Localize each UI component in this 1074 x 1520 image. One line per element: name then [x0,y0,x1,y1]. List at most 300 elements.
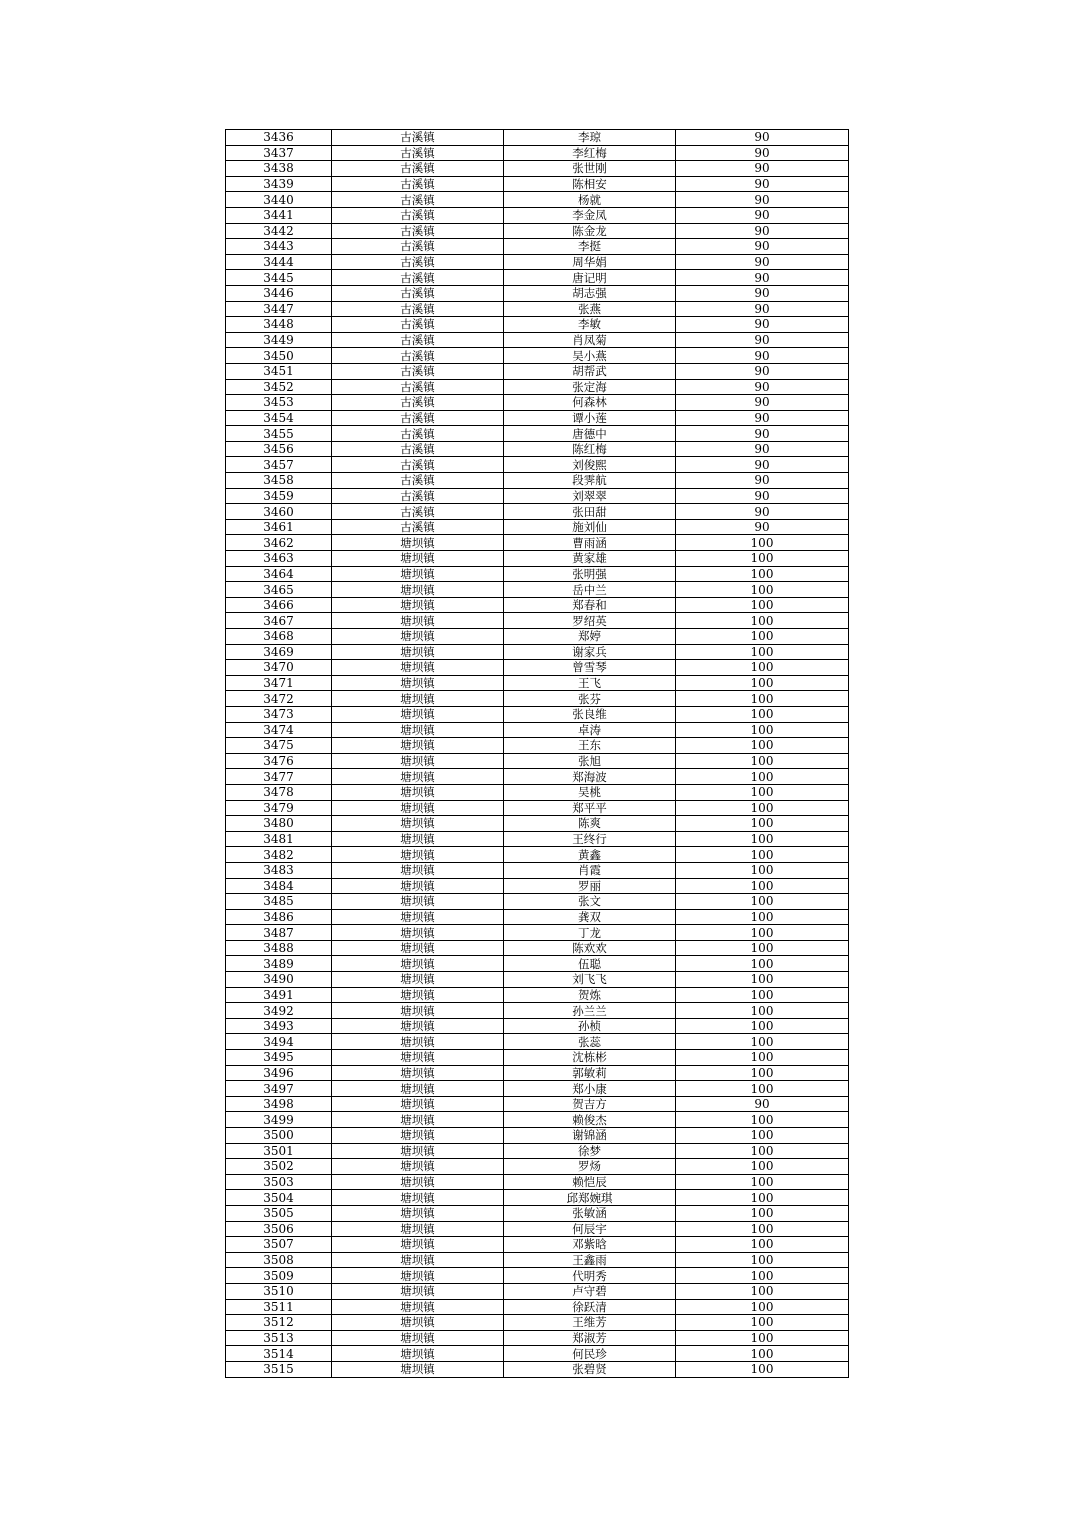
table-row [226,987,849,1003]
row-number-cell: 3449 [226,332,332,348]
row-number-cell: 3465 [226,582,332,598]
table-row [226,816,849,832]
row-number-cell: 3454 [226,410,332,426]
table-row [226,145,849,161]
amount-cell: 100 [676,738,849,754]
amount-cell: 100 [676,1034,849,1050]
town-cell: 古溪镇 [332,161,504,177]
row-number-cell: 3484 [226,878,332,894]
name-cell: 张良维 [504,706,676,722]
amount-cell: 100 [676,660,849,676]
row-number-cell: 3450 [226,348,332,364]
table-row [226,176,849,192]
name-cell: 罗炀 [504,1159,676,1175]
table-row [226,1315,849,1331]
town-cell: 塘坝镇 [332,1018,504,1034]
amount-cell: 100 [676,613,849,629]
town-cell: 古溪镇 [332,223,504,239]
row-number-cell: 3446 [226,285,332,301]
row-number-cell: 3467 [226,613,332,629]
row-number-cell: 3459 [226,488,332,504]
amount-cell: 100 [676,1050,849,1066]
row-number-cell: 3464 [226,566,332,582]
amount-cell: 100 [676,878,849,894]
town-cell: 塘坝镇 [332,972,504,988]
amount-cell: 90 [676,426,849,442]
name-cell: 李挺 [504,239,676,255]
row-number-cell: 3504 [226,1190,332,1206]
name-cell: 王飞 [504,675,676,691]
town-cell: 塘坝镇 [332,987,504,1003]
table-row [226,878,849,894]
row-number-cell: 3441 [226,207,332,223]
amount-cell: 90 [676,270,849,286]
town-cell: 塘坝镇 [332,1221,504,1237]
row-number-cell: 3514 [226,1346,332,1362]
amount-cell: 90 [676,161,849,177]
row-number-cell: 3502 [226,1159,332,1175]
town-cell: 古溪镇 [332,395,504,411]
name-cell: 伍聪 [504,956,676,972]
amount-cell: 100 [676,535,849,551]
name-cell: 胡帮武 [504,363,676,379]
amount-cell: 100 [676,956,849,972]
table-row [226,504,849,520]
town-cell: 塘坝镇 [332,862,504,878]
town-cell: 古溪镇 [332,426,504,442]
table-row [226,738,849,754]
table-row [226,410,849,426]
town-cell: 塘坝镇 [332,1128,504,1144]
amount-cell: 90 [676,504,849,520]
name-cell: 邱郑婉琪 [504,1190,676,1206]
amount-cell: 90 [676,207,849,223]
amount-cell: 90 [676,223,849,239]
town-cell: 古溪镇 [332,192,504,208]
row-number-cell: 3463 [226,551,332,567]
table-row [226,270,849,286]
name-cell: 张定海 [504,379,676,395]
table-row [226,847,849,863]
row-number-cell: 3498 [226,1096,332,1112]
town-cell: 塘坝镇 [332,1143,504,1159]
town-cell: 古溪镇 [332,332,504,348]
name-cell: 何辰宇 [504,1221,676,1237]
amount-cell: 100 [676,1081,849,1097]
amount-cell: 100 [676,847,849,863]
name-cell: 唐德中 [504,426,676,442]
table-row [226,1050,849,1066]
amount-cell: 100 [676,1003,849,1019]
table-row [226,301,849,317]
row-number-cell: 3457 [226,457,332,473]
name-cell: 谭小莲 [504,410,676,426]
table-row [226,535,849,551]
amount-cell: 100 [676,784,849,800]
row-number-cell: 3437 [226,145,332,161]
name-cell: 王终行 [504,831,676,847]
town-cell: 塘坝镇 [332,1299,504,1315]
amount-cell: 100 [676,831,849,847]
table-row [226,1346,849,1362]
town-cell: 塘坝镇 [332,1174,504,1190]
row-number-cell: 3512 [226,1315,332,1331]
name-cell: 郭敏莉 [504,1065,676,1081]
amount-cell: 90 [676,317,849,333]
name-cell: 吴小燕 [504,348,676,364]
table-row [226,831,849,847]
table-row [226,285,849,301]
name-cell: 施刘仙 [504,519,676,535]
amount-cell: 90 [676,239,849,255]
name-cell: 代明秀 [504,1268,676,1284]
town-cell: 古溪镇 [332,239,504,255]
town-cell: 塘坝镇 [332,1361,504,1377]
amount-cell: 100 [676,1065,849,1081]
row-number-cell: 3472 [226,691,332,707]
name-cell: 郑春和 [504,597,676,613]
name-cell: 张蕊 [504,1034,676,1050]
amount-cell: 100 [676,675,849,691]
row-number-cell: 3474 [226,722,332,738]
row-number-cell: 3444 [226,254,332,270]
row-number-cell: 3443 [226,239,332,255]
town-cell: 塘坝镇 [332,1112,504,1128]
amount-cell: 90 [676,285,849,301]
town-cell: 塘坝镇 [332,831,504,847]
town-cell: 塘坝镇 [332,1034,504,1050]
town-cell: 塘坝镇 [332,1237,504,1253]
amount-cell: 100 [676,1190,849,1206]
name-cell: 贺吉方 [504,1096,676,1112]
amount-cell: 100 [676,582,849,598]
table-row [226,940,849,956]
table-row [226,130,849,146]
row-number-cell: 3483 [226,862,332,878]
town-cell: 古溪镇 [332,317,504,333]
table-row [226,753,849,769]
name-cell: 罗绍英 [504,613,676,629]
town-cell: 塘坝镇 [332,613,504,629]
amount-cell: 100 [676,925,849,941]
roster-table [225,129,849,1378]
table-row [226,1283,849,1299]
row-number-cell: 3469 [226,644,332,660]
name-cell: 罗丽 [504,878,676,894]
name-cell: 张明强 [504,566,676,582]
town-cell: 塘坝镇 [332,660,504,676]
table-row [226,1299,849,1315]
amount-cell: 100 [676,769,849,785]
name-cell: 郑婷 [504,629,676,645]
row-number-cell: 3470 [226,660,332,676]
amount-cell: 90 [676,130,849,146]
table-row [226,566,849,582]
amount-cell: 90 [676,1096,849,1112]
amount-cell: 90 [676,332,849,348]
row-number-cell: 3451 [226,363,332,379]
row-number-cell: 3477 [226,769,332,785]
amount-cell: 100 [676,691,849,707]
town-cell: 古溪镇 [332,363,504,379]
name-cell: 李琼 [504,130,676,146]
town-cell: 古溪镇 [332,457,504,473]
town-cell: 塘坝镇 [332,800,504,816]
amount-cell: 90 [676,441,849,457]
row-number-cell: 3481 [226,831,332,847]
amount-cell: 100 [676,722,849,738]
row-number-cell: 3455 [226,426,332,442]
name-cell: 何民珍 [504,1346,676,1362]
name-cell: 孙兰兰 [504,1003,676,1019]
name-cell: 陈欢欢 [504,940,676,956]
town-cell: 塘坝镇 [332,847,504,863]
table-row [226,1034,849,1050]
row-number-cell: 3515 [226,1361,332,1377]
town-cell: 古溪镇 [332,145,504,161]
row-number-cell: 3501 [226,1143,332,1159]
town-cell: 塘坝镇 [332,816,504,832]
row-number-cell: 3486 [226,909,332,925]
name-cell: 陈红梅 [504,441,676,457]
town-cell: 塘坝镇 [332,784,504,800]
table-row [226,1065,849,1081]
name-cell: 张敏涵 [504,1205,676,1221]
town-cell: 古溪镇 [332,176,504,192]
name-cell: 刘翠翠 [504,488,676,504]
table-row [226,192,849,208]
name-cell: 卓涛 [504,722,676,738]
town-cell: 塘坝镇 [332,753,504,769]
row-number-cell: 3495 [226,1050,332,1066]
table-row [226,597,849,613]
town-cell: 塘坝镇 [332,769,504,785]
name-cell: 李红梅 [504,145,676,161]
amount-cell: 100 [676,816,849,832]
row-number-cell: 3490 [226,972,332,988]
amount-cell: 100 [676,753,849,769]
town-cell: 古溪镇 [332,410,504,426]
name-cell: 张碧贤 [504,1361,676,1377]
town-cell: 塘坝镇 [332,535,504,551]
town-cell: 古溪镇 [332,441,504,457]
name-cell: 张芬 [504,691,676,707]
table-row [226,925,849,941]
amount-cell: 90 [676,301,849,317]
row-number-cell: 3491 [226,987,332,1003]
table-row [226,1221,849,1237]
town-cell: 塘坝镇 [332,1096,504,1112]
town-cell: 塘坝镇 [332,1190,504,1206]
name-cell: 胡志强 [504,285,676,301]
row-number-cell: 3494 [226,1034,332,1050]
amount-cell: 100 [676,1361,849,1377]
row-number-cell: 3482 [226,847,332,863]
amount-cell: 100 [676,1205,849,1221]
name-cell: 周华娟 [504,254,676,270]
table-row [226,769,849,785]
amount-cell: 90 [676,192,849,208]
amount-cell: 100 [676,894,849,910]
name-cell: 谢家兵 [504,644,676,660]
name-cell: 黄家雄 [504,551,676,567]
row-number-cell: 3460 [226,504,332,520]
town-cell: 塘坝镇 [332,894,504,910]
table-row [226,894,849,910]
name-cell: 张文 [504,894,676,910]
name-cell: 丁龙 [504,925,676,941]
table-row [226,862,849,878]
table-row [226,675,849,691]
name-cell: 王鑫雨 [504,1252,676,1268]
amount-cell: 90 [676,488,849,504]
town-cell: 塘坝镇 [332,1050,504,1066]
table-row [226,317,849,333]
row-number-cell: 3513 [226,1330,332,1346]
table-row [226,613,849,629]
table-row [226,1003,849,1019]
row-number-cell: 3503 [226,1174,332,1190]
table-row [226,1268,849,1284]
amount-cell: 90 [676,145,849,161]
town-cell: 塘坝镇 [332,1346,504,1362]
amount-cell: 100 [676,1159,849,1175]
town-cell: 塘坝镇 [332,644,504,660]
table-row [226,332,849,348]
town-cell: 古溪镇 [332,207,504,223]
town-cell: 古溪镇 [332,348,504,364]
town-cell: 塘坝镇 [332,956,504,972]
town-cell: 塘坝镇 [332,1268,504,1284]
table-row [226,488,849,504]
town-cell: 塘坝镇 [332,940,504,956]
row-number-cell: 3488 [226,940,332,956]
name-cell: 谢锦涵 [504,1128,676,1144]
amount-cell: 100 [676,800,849,816]
table-row [226,1190,849,1206]
row-number-cell: 3471 [226,675,332,691]
town-cell: 塘坝镇 [332,722,504,738]
row-number-cell: 3436 [226,130,332,146]
table-row [226,551,849,567]
town-cell: 古溪镇 [332,301,504,317]
table-row [226,691,849,707]
name-cell: 肖凤菊 [504,332,676,348]
amount-cell: 100 [676,940,849,956]
amount-cell: 100 [676,1143,849,1159]
row-number-cell: 3500 [226,1128,332,1144]
name-cell: 肖霞 [504,862,676,878]
table-row [226,660,849,676]
table-row [226,972,849,988]
table-row [226,473,849,489]
amount-cell: 100 [676,1237,849,1253]
town-cell: 古溪镇 [332,519,504,535]
town-cell: 塘坝镇 [332,925,504,941]
row-number-cell: 3478 [226,784,332,800]
name-cell: 唐记明 [504,270,676,286]
amount-cell: 100 [676,1299,849,1315]
row-number-cell: 3489 [226,956,332,972]
name-cell: 李金凤 [504,207,676,223]
name-cell: 赖恺辰 [504,1174,676,1190]
table-row [226,582,849,598]
town-cell: 塘坝镇 [332,909,504,925]
amount-cell: 100 [676,1330,849,1346]
name-cell: 孙桢 [504,1018,676,1034]
row-number-cell: 3447 [226,301,332,317]
table-row [226,629,849,645]
row-number-cell: 3487 [226,925,332,941]
name-cell: 陈相安 [504,176,676,192]
town-cell: 塘坝镇 [332,1283,504,1299]
name-cell: 贺炼 [504,987,676,1003]
row-number-cell: 3480 [226,816,332,832]
table-row [226,1159,849,1175]
name-cell: 张世刚 [504,161,676,177]
town-cell: 塘坝镇 [332,691,504,707]
row-number-cell: 3499 [226,1112,332,1128]
table-row [226,722,849,738]
table-row [226,207,849,223]
row-number-cell: 3458 [226,473,332,489]
table-row [226,519,849,535]
table-row [226,1252,849,1268]
amount-cell: 100 [676,909,849,925]
amount-cell: 90 [676,176,849,192]
table-row [226,223,849,239]
table-row [226,956,849,972]
amount-cell: 100 [676,1252,849,1268]
name-cell: 徐梦 [504,1143,676,1159]
row-number-cell: 3448 [226,317,332,333]
row-number-cell: 3485 [226,894,332,910]
table-row [226,379,849,395]
name-cell: 吴桃 [504,784,676,800]
row-number-cell: 3510 [226,1283,332,1299]
town-cell: 塘坝镇 [332,597,504,613]
name-cell: 刘俊熙 [504,457,676,473]
table-row [226,441,849,457]
amount-cell: 90 [676,363,849,379]
table-row [226,1018,849,1034]
row-number-cell: 3509 [226,1268,332,1284]
town-cell: 塘坝镇 [332,1065,504,1081]
table-row [226,239,849,255]
row-number-cell: 3456 [226,441,332,457]
town-cell: 塘坝镇 [332,629,504,645]
town-cell: 古溪镇 [332,504,504,520]
table-row [226,706,849,722]
town-cell: 古溪镇 [332,254,504,270]
row-number-cell: 3468 [226,629,332,645]
row-number-cell: 3466 [226,597,332,613]
table-row [226,254,849,270]
amount-cell: 90 [676,379,849,395]
amount-cell: 100 [676,706,849,722]
name-cell: 陈金龙 [504,223,676,239]
table-row [226,800,849,816]
table-row [226,784,849,800]
name-cell: 王东 [504,738,676,754]
row-number-cell: 3438 [226,161,332,177]
amount-cell: 100 [676,1346,849,1362]
row-number-cell: 3461 [226,519,332,535]
amount-cell: 100 [676,1174,849,1190]
name-cell: 郑淑芳 [504,1330,676,1346]
town-cell: 塘坝镇 [332,1081,504,1097]
name-cell: 曹雨涵 [504,535,676,551]
